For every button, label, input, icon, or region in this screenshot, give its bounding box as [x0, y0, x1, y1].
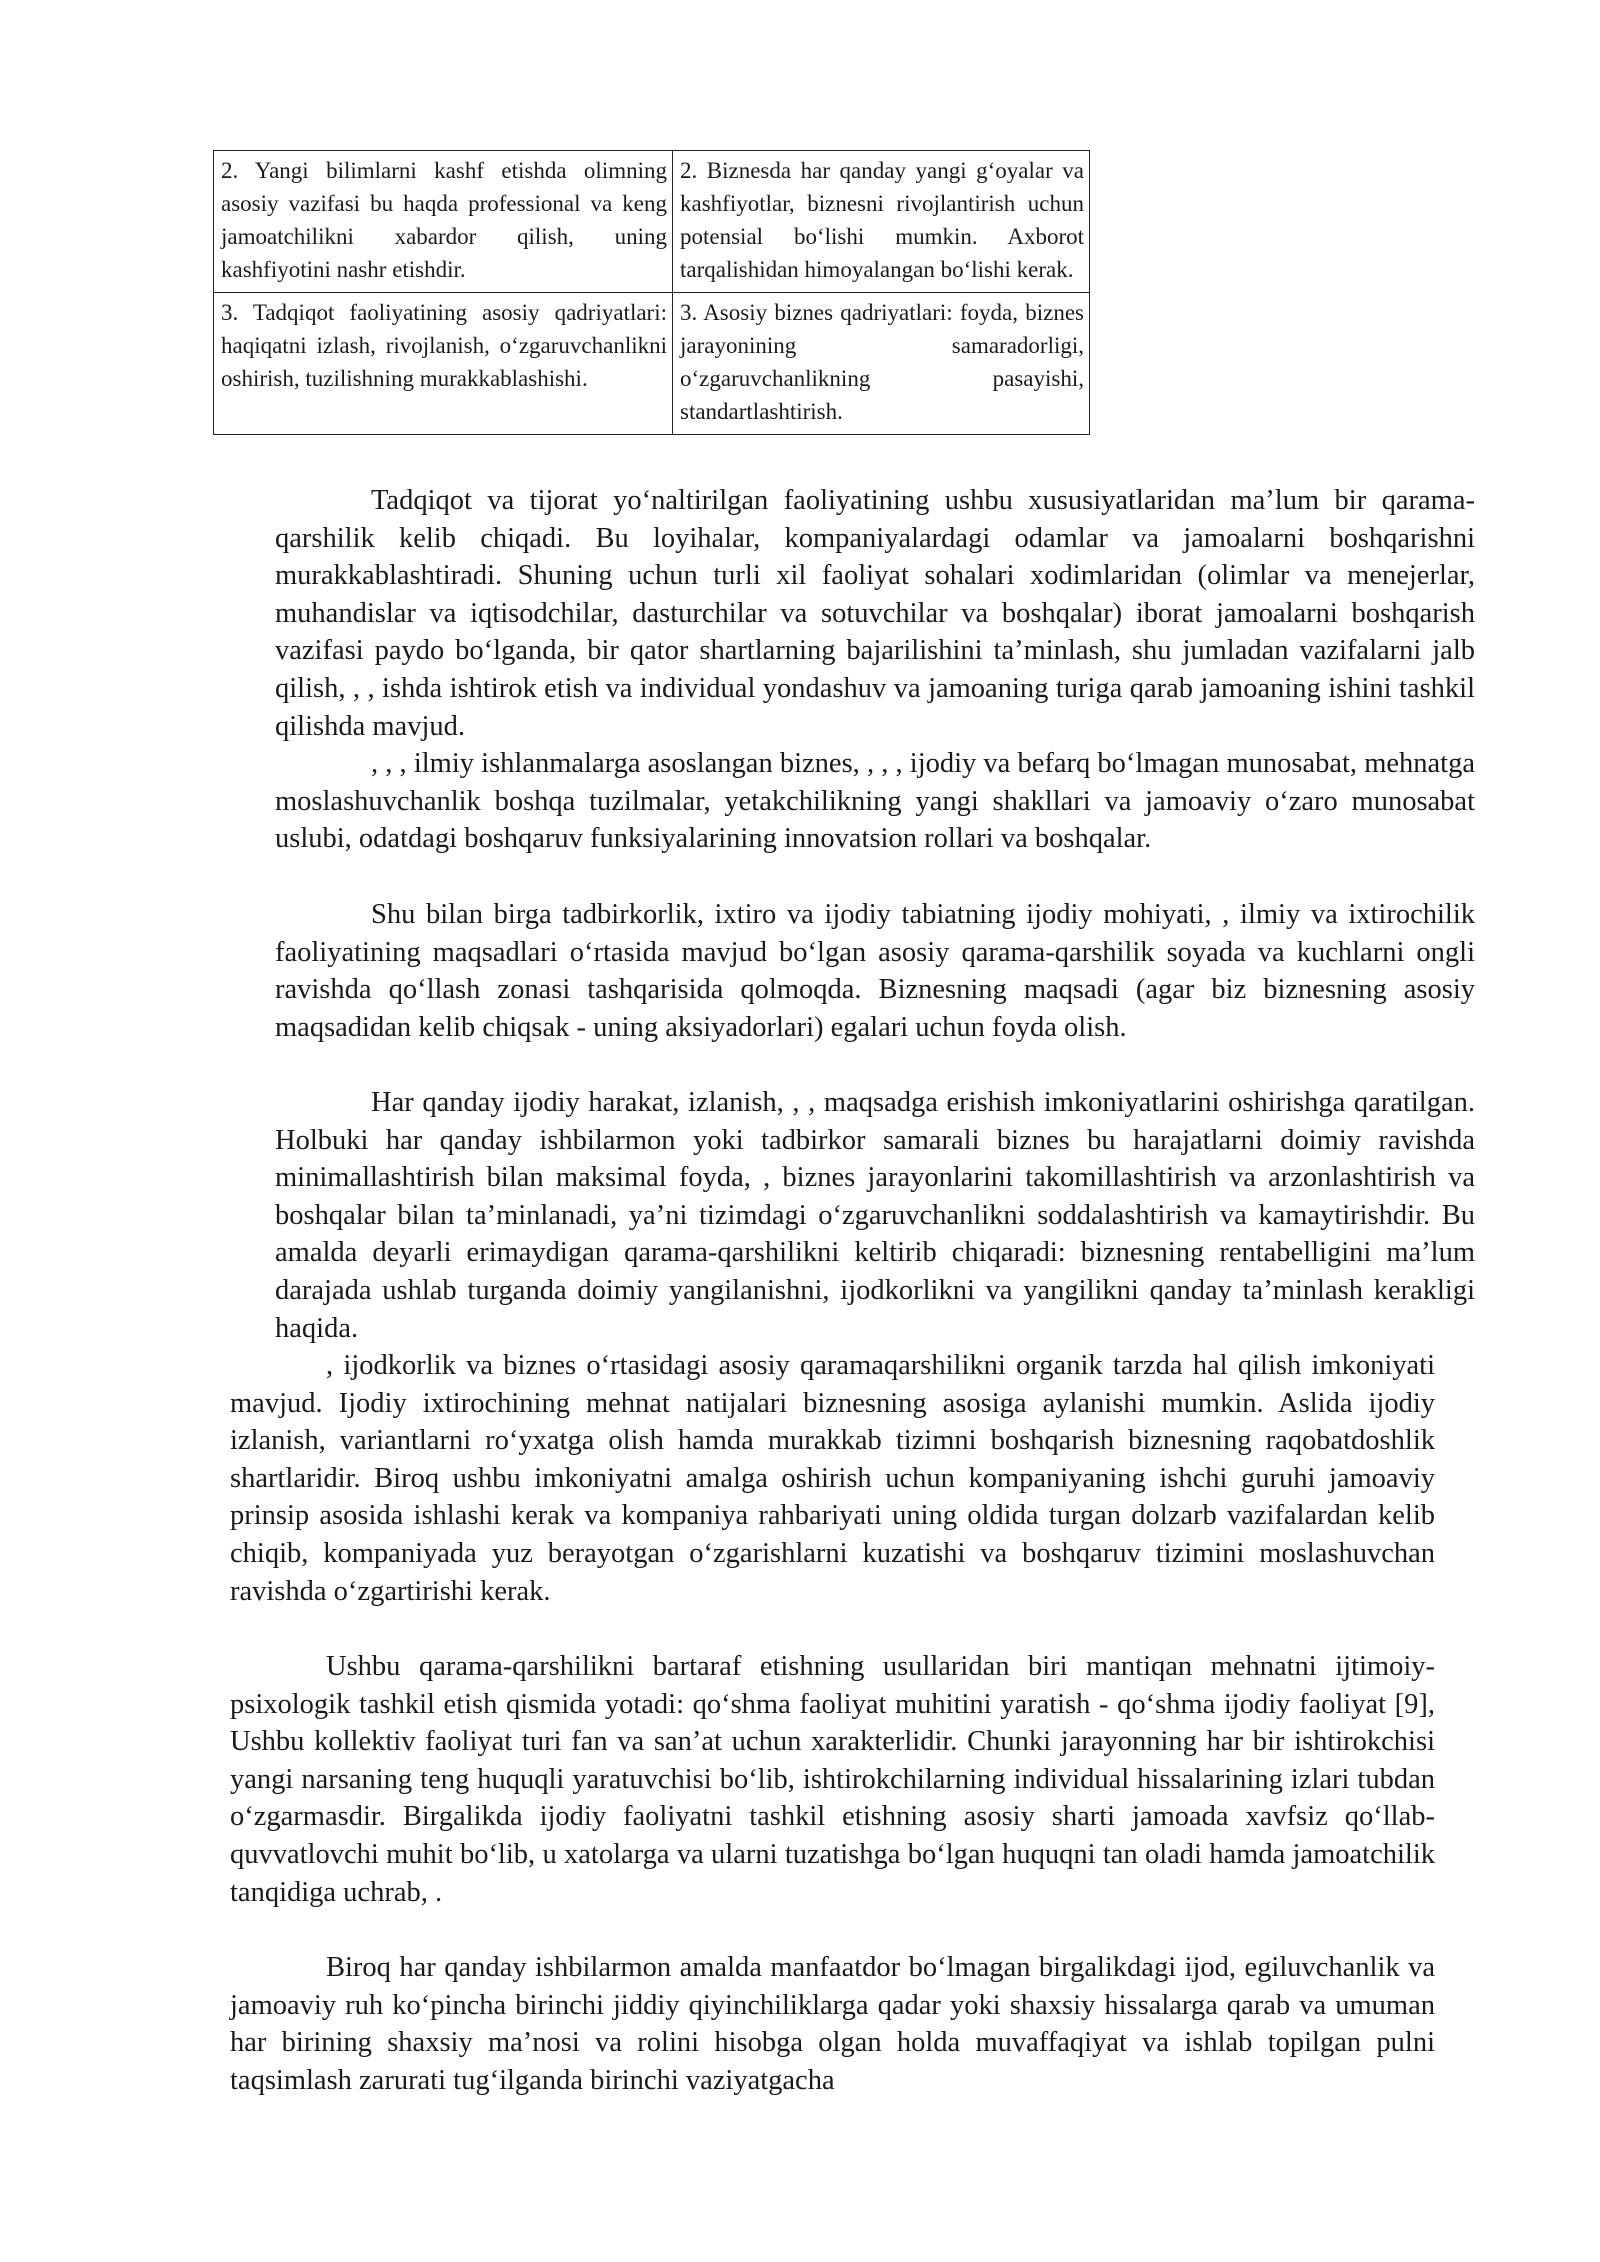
table-cell-science: 3. Tadqiqot faoliyatining asosiy qadriyatlari: haqiqatni izlash, rivojlanish, o‘zgaruvchanlikni oshirish, tuzilishning murakkablashishi. — [214, 293, 673, 435]
body-paragraph: Har qanday ijodiy harakat, izlanish, , , maqsadga erishish imkoniyatlarini oshirishga qaratilgan. Holbuki har qanday ishbilarmon yoki tadbirkor samarali biznes bu harajatlarni doimiy ravishda minimallashtirish bilan maksimal foyda, , biznes jarayonlarini takomillashtirish va arzonlashtirish va boshqalar bilan ta’minlanadi, ya’ni tizimdagi o‘zgaruvchanlikni soddalashtirish va kamaytirishdir. Bu amalda deyarli erimaydigan qarama-qarshilikni keltirib chiqaradi: biznesning rentabelligini ma’lum darajada ushlab turganda doimiy yangilanishni, ijodkorlikni va yangilikni qanday ta’minlash kerakligi haqida. — [275, 1087, 1475, 1344]
body-paragraph: Shu bilan birga tadbirkorlik, ixtiro va ijodiy tabiatning ijodiy mohiyati, , ilmiy va ixtirochilik faoliyatining maqsadlari o‘rtasida mavjud bo‘lgan asosiy qarama-qarshilik soyada va kuchlarni ongli ravishda qo‘llash zonasi tashqarisida qolmoqda. Biznesning maqsadi (agar biz biznesning asosiy maqsadidan kelib chiqsak - uning aksiyadorlari) egalari uchun foyda olish. — [275, 899, 1475, 1043]
table-cell-business: 3. Asosiy biznes qadriyatlari: foyda, biznes jarayonining samaradorligi, o‘zgaruvchanlikning pasayishi, standartlashtirish. — [673, 293, 1090, 435]
body-paragraph: , , , ilmiy ishlanmalarga asoslangan biznes, , , , ijodiy va befarq bo‘lmagan munosabat, mehnatga moslashuvchanlik boshqa tuzilmalar, yetakchilikning yangi shakllari va jamoaviy o‘zaro munosabat uslubi, odatdagi boshqaruv funksiyalarining innovatsion rollari va boshqalar. — [275, 748, 1475, 855]
table-cell-business: 2. Biznesda har qanday yangi g‘oyalar va kashfiyotlar, biznesni rivojlantirish uchun potensial bo‘lishi mumkin. Axborot tarqalishidan himoyalangan bo‘lishi kerak. — [673, 151, 1090, 293]
body-paragraph: , ijodkorlik va biznes o‘rtasidagi asosiy qaramaqarshilikni organik tarzda hal qilish imkoniyati mavjud. Ijodiy ixtirochining mehnat natijalari biznesning asosiga aylanishi mumkin. Aslida ijodiy izlanish, variantlarni ro‘yxatga olish hamda murakkab tizimni boshqarish biznesning raqobatdoshlik shartlaridir. Biroq ushbu imkoniyatni amalga oshirish uchun kompaniyaning ishchi guruhi jamoaviy prinsip asosida ishlashi kerak va kompaniya rahbariyati uning oldida turgan dolzarb vazifalardan kelib chiqib, kompaniyada yuz berayotgan o‘zgarishlarni kuzatishi va boshqaruv tizimini moslashuvchan ravishda o‘zgartirishi kerak. — [230, 1350, 1435, 1607]
table-row — [214, 151, 1090, 293]
table-row — [214, 293, 1090, 435]
body-paragraph: Ushbu qarama-qarshilikni bartaraf etishning usullaridan biri mantiqan mehnatni ijtimoiy-psixologik tashkil etish qismida yotadi: qo‘shma faoliyat muhitini yaratish - qo‘shma ijodiy faoliyat [9], Ushbu kollektiv faoliyat turi fan va san’at uchun xarakterlidir. Chunki jarayonning har bir ishtirokchisi yangi narsaning teng huquqli yaratuvchisi bo‘lib, ishtirokchilarning individual hissalarining izlari tubdan o‘zgarmasdir. Birgalikda ijodiy faoliyatni tashkil etishning asosiy sharti jamoada xavfsiz qo‘llab-quvvatlovchi muhit bo‘lib, u xatolarga va ularni tuzatishga bo‘lgan huquqni tan oladi hamda jamoatchilik tanqidiga uchrab, . — [230, 1651, 1435, 1908]
body-paragraph: Tadqiqot va tijorat yo‘naltirilgan faoliyatining ushbu xususiyatlaridan ma’lum bir qarama-qarshilik kelib chiqadi. Bu loyihalar, kompaniyalardagi odamlar va jamoalarni boshqarishni murakkablashtiradi. Shuning uchun turli xil faoliyat sohalari xodimlaridan (olimlar va menejerlar, muhandislar va iqtisodchilar, dasturchilar va sotuvchilar va boshqalar) iborat jamoalarni boshqarish vazifasi paydo bo‘lganda, bir qator shartlarning bajarilishini ta’minlash, shu jumladan vazifalarni jalb qilish, , , ishda ishtirok etish va individual yondashuv va jamoaning turiga qarab jamoaning ishini tashkil qilishda mavjud. — [275, 485, 1475, 742]
body-paragraph: Biroq har qanday ishbilarmon amalda manfaatdor bo‘lmagan birgalikdagi ijod, egiluvchanlik va jamoaviy ruh ko‘pincha birinchi jiddiy qiyinchiliklarga qadar yoki shaxsiy hissalarga qarab va umuman har birining shaxsiy ma’nosi va rolini hisobga olgan holda muvaffaqiyat va ishlab topilgan pulni taqsimlash zarurati tug‘ilganda birinchi vaziyatgacha — [230, 1952, 1435, 2096]
table-cell-science: 2. Yangi bilimlarni kashf etishda olimning asosiy vazifasi bu haqda professional va keng jamoatchilikni xabardor qilish, uning kashfiyotini nashr etishdir. — [214, 151, 673, 293]
comparison-table — [213, 150, 1090, 435]
